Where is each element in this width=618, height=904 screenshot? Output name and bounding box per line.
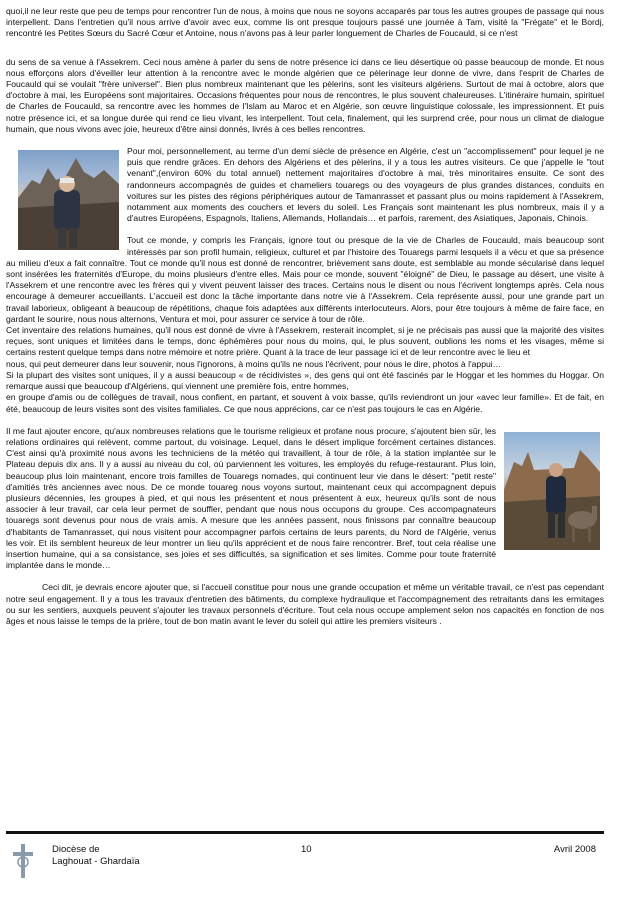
diocese-line-2: Laghouat - Ghardaïa xyxy=(52,855,140,867)
paragraph-2: du sens de sa venue à l'Assekrem. Ceci nous amène à parler du sens de notre présence ici dans ce lieu désertique où passe beaucoup de monde. Et nous nous efforçons alors d'éveiller leur attention à la rencontre avec le monde algérien que ce pèlerinage leur donne de vivre, dans l'esprit de Charles de Foucauld qui se voulait "frère universel". Bien plus nombreux maintenant que les pèlerins, sont les visiteurs algériens. Surtout de mai à octobre, alors que d'octobre à mai, les Européens sont majoritaires. Occasions fréquentes pour nous de rencontres, le plus souvent chaleureuses. L'itinéraire humain, spirituel de Charles de Foucauld, sa rencontre avec les hommes de l'Islam au Maroc et en Algérie, son œuvre linguistique colossale, les impressionnent. Et puis notre présence ici, et sa longue durée qui rend ce lieu vivant, les interpellent. Tout cela, finalement, qui les surprend crée, pour nous un climat de dialogue humain, que nous vivons avec joie, heureux d'être ainsi donnés, livrés à ces belles rencontres. xyxy=(6,56,604,134)
paragraph-4: Tout ce monde, y compris les Français, ignore tout ou presque de la vie de Charles de Foucauld, mais beaucoup sont intéressés par son profil humain, religieux, culturel et par l'histoire des Touaregs parmi lesquels il a vécu et que sa présence au milieu d'eux a fait connaître. Tout ce monde qu'il nous est donné de rencontrer, brièvement sans doute, est semblable au monde sécularisé dans lequel sont insérées les fraternités d'Europe, du moins plusieurs d'entre elles. Mais pour ce monde, souvent "éloigné" de Dieu, le passage au désert, une visite à l'Assekrem et une rencontre avec les frères qui y vivent peuvent laisser des traces. Certains nous le disent ou nous l'écrivent longtemps après. Cela nous encourage à demeurer accueillants. L'accueil est donc la tâche importante dans notre vie à l'Assekrem. Cela représente aussi, pour une grande part un travail laborieux, obligeant à beaucoup de répétitions, chaque fois adaptées aux différents interlocuteurs. Alors, pour être toujours à même de faire face, en gardant le sourire, nous nous alternons, Ventura et moi, pour assurer ce service à tour de rôle. xyxy=(6,235,604,324)
footer-divider xyxy=(6,831,604,834)
paragraph-7: Si la plupart des visites sont uniques, il y a aussi beaucoup « de récidivistes », des gens qui ont été fascinés par le Hoggar et les hommes du Hoggar. On remarque aussi que beaucoup d'Algériens, qui viennent une première fois, entre hommes, xyxy=(6,369,604,392)
page-footer xyxy=(6,842,604,882)
paragraph-5: Cet inventaire des relations humaines, qu'il nous est donné de vivre à l'Assekrem, resterait incomplet, si je ne précisais pas aussi que la majorité des visites reçues, sont uniques et limitées dans le temps, donc éphémères pour nous du moins, qui, le plus souvent, oublions les noms et les visages, même si certains restent quelque temps dans notre mémoire et notre prière. Quant à la trace de leur passage ici et de leur rencontre avec le lieu et xyxy=(6,325,604,358)
publication-date: Avril 2008 xyxy=(553,844,596,855)
diocese-line-1: Diocèse de xyxy=(52,844,100,855)
paragraph-10 xyxy=(6,582,604,627)
page-number: 10 xyxy=(301,844,312,855)
paragraph-3: Pour moi, personnellement, au terme d'un demi siècle de présence en Algérie, c'est un "accomplissement" pour lequel je ne puis que rendre grâces. En dehors des Algériens et des pèlerins, il y a tous les autres visiteurs. Ce que j'appelle le "tout venant",(environ 60% du total annuel) nettement majoritaires d'octobre à mai, très minoritaires ensuite. Ce sont des randonneurs accompagnés de guides et chameliers touaregs ou des voyageurs de plus grandes distances, conduits en voitures sur les pistes des régions périphériques autour de Tamanrasset et passant plus ou moins rapidement à l'Assekrem, notamment aux moments des couchers et levers du soleil. Les Français sont maintenant les plus nombreux, mais il y a d'autres Européens, Espagnols, Italiens, Allemands, Hollandais… et parfois, rarement, des Asiatiques, Japonais, Chinois. xyxy=(127,146,604,224)
paragraph-9: Il me faut ajouter encore, qu'aux nombreuses relations que le tourisme religieux et profane nous procure, s'ajoutent bien sûr, les relations ordinaires qui relèvent, comme partout, du voisinage. Lequel, dans le désert implique forcément certaines distances. C'est ainsi qu'à proximité nous avons les techniciens de la météo qui travaillent, à tour de rôle, à la station implantée sur le Plateau depuis dix ans. Il y a aussi au niveau du col, où parviennent les voitures, les employés du refuge-restaurant. Plus loin, beaucoup plus loin maintenant, encore trois familles de Touaregs nomades, qui continuent leur vie dans le désert: "petit reste" d'amitiés très anciennes avec nous. De ce monde touareg nous voyons surtout, maintenant ceux qui accompagnent depuis plusieurs décennies, les groupes à pied, et qui nous les présentent et nous présentent à eux, heureux qu'ils sont de nous associer à leur travail, car cela leur permet de souffler, pendant que nous nous occupons du groupe. Ces accompagnateurs touaregs sont devenus pour nous de vrais amis. A mesure que les années passent, nous finissons par connaître beaucoup d'habitants de Tamanrasset, qui nous visitent pour accompagner parfois certains de leurs parents, du Nord de l'Algérie, venus les voir. Et ils semblent heureux de leur montrer un lieu qu'ils apprécient et de nous faire rencontrer. Bref, tout cela réalise une insertion humaine, qui a sa consistance, ses joies et ses difficultés, sa signification et ses limites. Comme pour toute fraternité implantée dans le monde… xyxy=(6,425,496,571)
paragraph-10-text: Ceci dit, je devrais encore ajouter que, si l'accueil constitue pour nous une grande occupation et même un véritable travail, ce n'est pas cependant notre seul engagement. Il y a tous les travaux d'entretien des bâtiments, du complexe hydraulique et l'accompagnement des retraitants dans les ermitages ou sur les sentiers, auxquels peuvent s'ajouter les travaux personnels d'écriture. Tout cela nous occupe amplement selon nos capacités en fonction de nos âges et nous laisse le temps de la prière, tout de bon matin avant le lever du soleil qui attire les premiers visiteurs . xyxy=(6,582,604,626)
paragraph-6: nous, qui peut demeurer dans leur souvenir, nous l'ignorons, à moins qu'ils ne nous l'écrivent, pour nous le dire, photos à l'appui… xyxy=(6,358,502,369)
page-content xyxy=(6,6,604,826)
photo-man-in-mountains xyxy=(18,150,119,250)
cross-logo-icon xyxy=(10,842,36,882)
paragraph-1: quoi,il ne leur reste que peu de temps pour rencontrer l'un de nous, à moins que nous ne soyons accaparés par tous les autres groupes de passage qui nous interpellent. Dans l'entretien qu'il nous arrive d'avoir avec eux, comme lis ont presque toujours passé une journée à Tam, visité la "Frégate" et le Bordj, rencontré les Petites Sœurs du Sacré Cœur et Antoine, nous n'avons pas à leur parler longuement de Charles de Foucauld, si ce n'est xyxy=(6,6,604,39)
diocese-name xyxy=(52,844,140,867)
photo-man-with-donkey xyxy=(504,432,600,550)
paragraph-8: en groupe d'amis ou de collègues de travail, nous confient, en partant, et souvent à voix basse, qu'ils reviendront un jour «avec leur famille». Et de fait, en été, beaucoup de leurs visites sont des visites familiales. Ce que nous apprécions, car ce n'est pas toujours le cas en Algérie. xyxy=(6,392,604,414)
